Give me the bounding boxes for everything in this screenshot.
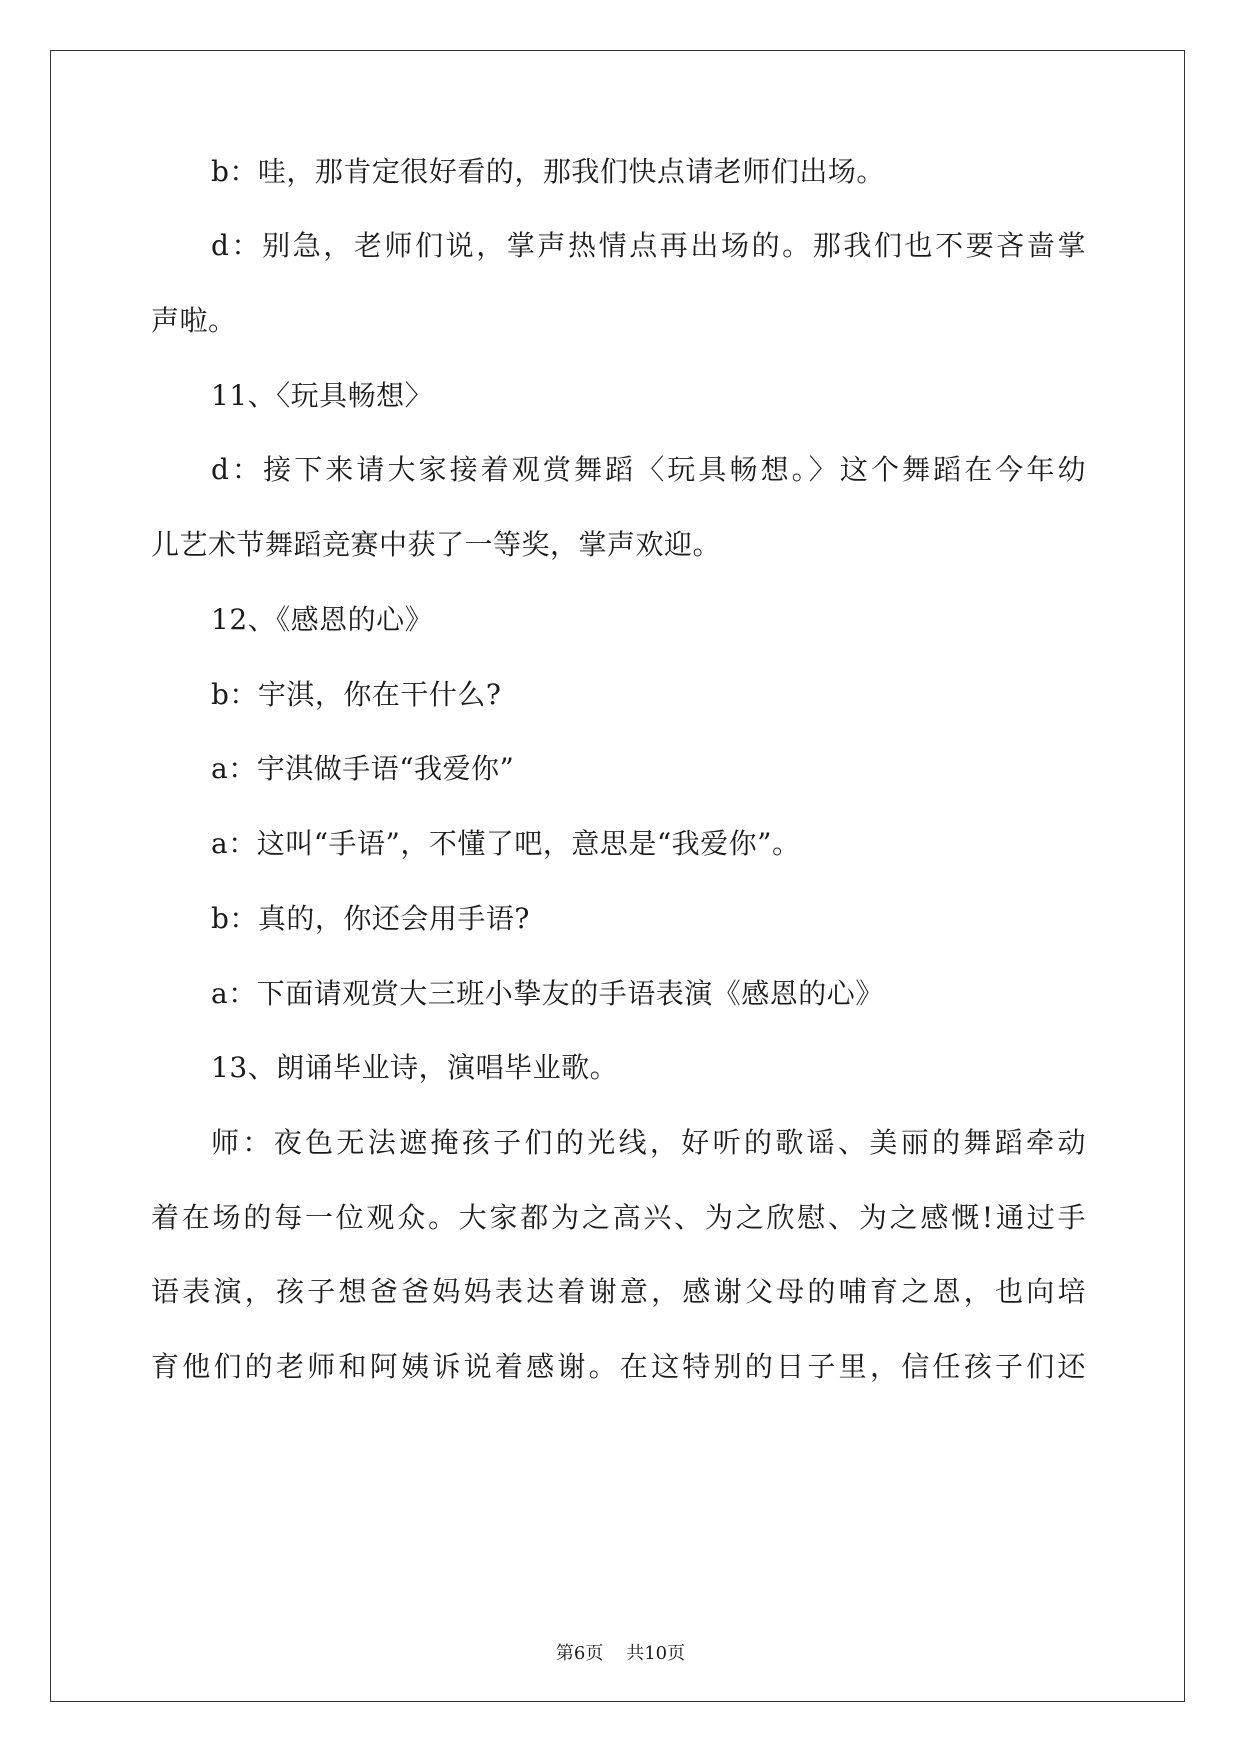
text-line-2: d：别急，老师们说，掌声热情点再出场的。那我们也不要吝啬掌 [211, 229, 1086, 262]
text-line-6: 儿艺术节舞蹈竞赛中获了一等奖，掌声欢迎。 [151, 528, 722, 561]
text-line-5: d：接下来请大家接着观赏舞蹈〈玩具畅想。〉这个舞蹈在今年幼 [211, 453, 1086, 486]
section-heading-13: 13、朗诵毕业诗，演唱毕业歌。 [211, 1051, 619, 1084]
text-line-15: 着在场的每一位观众。大家都为之高兴、为之欣慰、为之感慨!通过手 [151, 1201, 1086, 1234]
text-line-8: b：宇淇，你在干什么? [211, 678, 502, 711]
page-number: 第6页 [555, 1643, 604, 1664]
text-line-16: 语表演，孩子想爸爸妈妈表达着谢意，感谢父母的哺育之恩，也向培 [151, 1275, 1086, 1308]
page-footer [0, 1642, 1241, 1666]
text-line-12: a：下面请观赏大三班小挚友的手语表演《感恩的心》 [211, 977, 884, 1010]
text-line-9: a：宇淇做手语“我爱你” [211, 752, 515, 785]
text-line-10: a：这叫“手语”，不懂了吧，意思是“我爱你”。 [211, 827, 801, 860]
text-line-1: b：哇，那肯定很好看的，那我们快点请老师们出场。 [211, 155, 885, 188]
page-border [50, 50, 1185, 1702]
text-line-3: 声啦。 [151, 304, 237, 337]
text-line-14: 师：夜色无法遮掩孩子们的光线，好听的歌谣、美丽的舞蹈牵动 [211, 1126, 1086, 1159]
text-line-17: 育他们的老师和阿姨诉说着感谢。在这特别的日子里，信任孩子们还 [151, 1350, 1086, 1383]
section-heading-12: 12、《感恩的心》 [211, 603, 434, 636]
page-total: 共10页 [626, 1643, 686, 1664]
section-heading-11: 11、〈玩具畅想〉 [211, 379, 434, 412]
text-line-11: b：真的，你还会用手语? [211, 902, 530, 935]
